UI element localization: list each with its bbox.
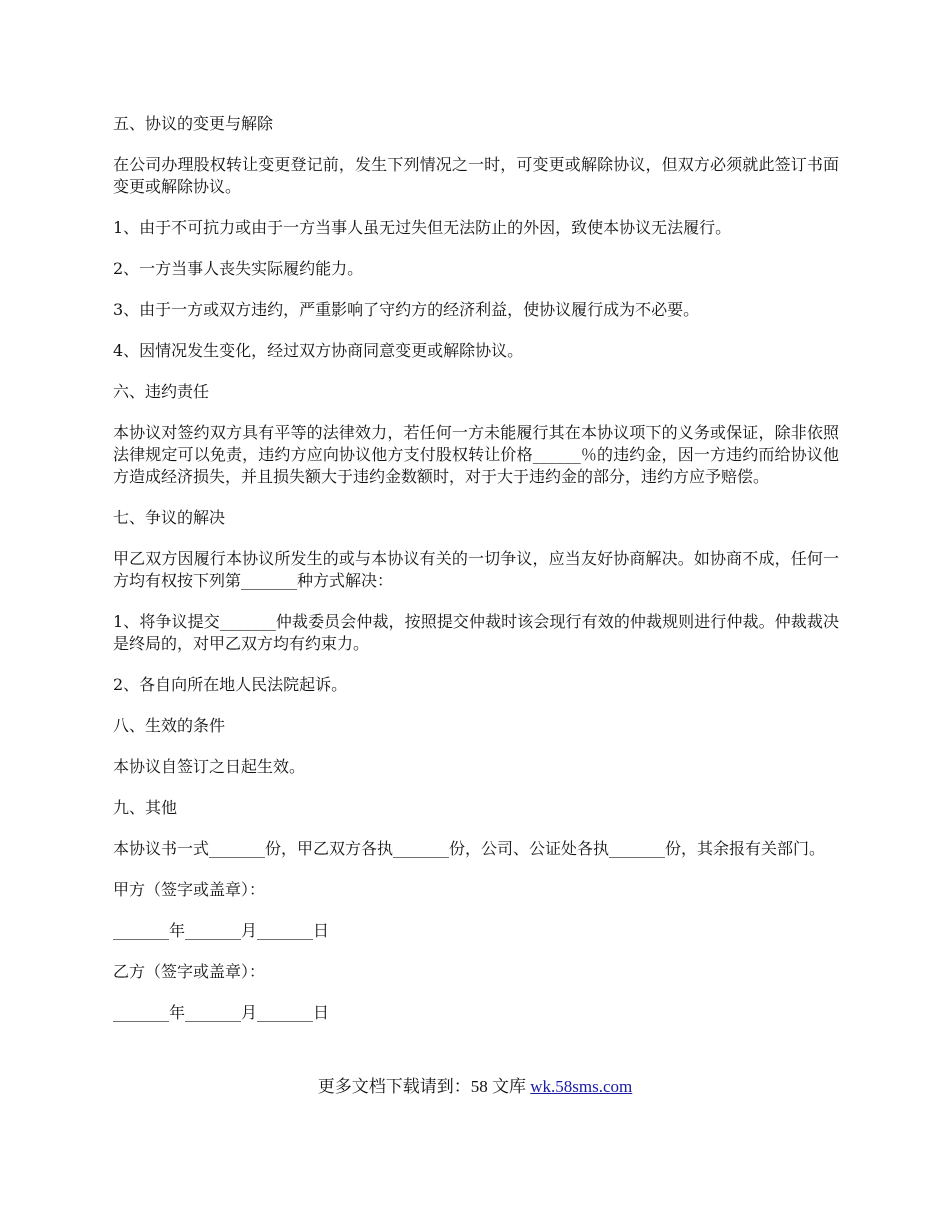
paragraph-copies: 本协议书一式_______份，甲乙双方各执_______份，公司、公证处各执_______份，其余报有关部门。 [113,839,826,858]
party-b-date: _______年_______月_______日 [113,1003,330,1022]
paragraph-effectiveness: 本协议自签订之日起生效。 [113,757,306,776]
list-item-force-majeure: 1、由于不可抗力或由于一方当事人虽无过失但无法防止的外因，致使本协议无法履行。 [113,218,732,237]
party-a-date: _______年_______月_______日 [113,921,330,940]
section-heading-modification: 五、协议的变更与解除 [113,114,274,133]
paragraph-disputes: 甲乙双方因履行本协议所发生的或与本协议有关的一切争议，应当友好协商解决。如协商不成，任何一方均有权按下列第_______种方式解决： [113,549,839,590]
document-body [113,113,839,1043]
list-item-incapacity: 2、一方当事人丧失实际履约能力。 [113,259,364,278]
section-heading-disputes: 七、争议的解决 [113,508,226,527]
page-footer [0,1076,950,1098]
list-item-arbitration: 1、将争议提交_______仲裁委员会仲裁，按照提交仲裁时该会现行有效的仲裁规则进行仲裁。仲裁裁决是终局的，对甲乙双方均有约束力。 [113,612,839,653]
paragraph-liability: 本协议对签约双方具有平等的法律效力，若任何一方未能履行其在本协议项下的义务或保证，除非依照法律规定可以免责，违约方应向协议他方支付股权转让价格______％的违约金，因一方违约而给协议他方造成经济损失，并且损失额大于违约金数额时，对于大于违约金的部分，违约方应予赔偿。 [113,423,839,486]
list-item-change-circumstance: 4、因情况发生变化，经过双方协商同意变更或解除协议。 [113,341,524,360]
party-b-signature: 乙方（签字或盖章）： [113,962,266,981]
section-heading-other: 九、其他 [113,798,178,817]
footer-link[interactable]: wk.58sms.com [530,1077,633,1096]
section-heading-effectiveness: 八、生效的条件 [113,716,226,735]
list-item-litigation: 2、各自向所在地人民法院起诉。 [113,675,348,694]
paragraph-modification-intro: 在公司办理股权转让变更登记前，发生下列情况之一时，可变更或解除协议，但双方必须就此签订书面变更或解除协议。 [113,155,839,196]
footer-text: 更多文档下载请到：58 文库 [317,1077,531,1096]
list-item-breach: 3、由于一方或双方违约，严重影响了守约方的经济利益，使协议履行成为不必要。 [113,300,700,319]
party-a-signature: 甲方（签字或盖章）： [113,880,266,899]
section-heading-liability: 六、违约责任 [113,382,210,401]
